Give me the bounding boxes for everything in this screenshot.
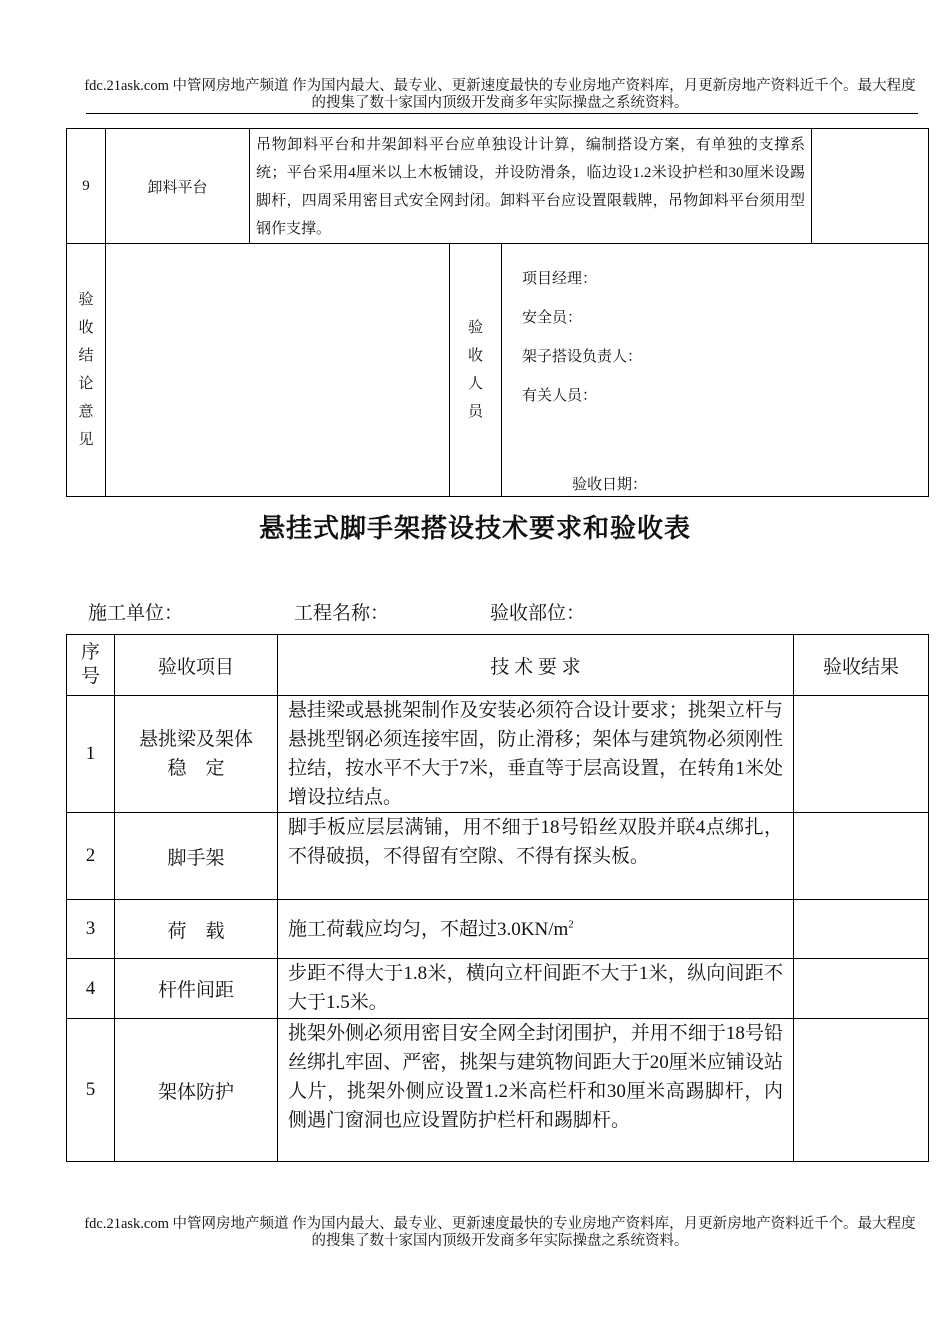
- conclusion-label: [67, 244, 106, 497]
- inspection-part-label: 验收部位：: [490, 603, 586, 624]
- header-note: fdc.21ask.com 中管网房地产频道 作为国内最大、最专业、更新速度最快的专业房地产资料库，月更新房地产资料近千个。最大程度的搜集了数十家国内顶级开发商多年实际操盘之系统资料。: [84, 78, 916, 111]
- row-requirement: 步距不得大于1.8米，横向立杆间距不大于1米，纵向间距不大于1.5米。: [278, 959, 794, 1019]
- scaffold-lead-label: 架子搭设负责人：: [522, 349, 643, 365]
- row-item: 杆件间距: [115, 959, 278, 1019]
- row-requirement: 挑架外侧必须用密目安全网全封闭围护，并用不细于18号铅丝绑扎牢固、严密，挑架与建筑物间距大于20厘米应铺设站人片，挑架外侧应设置1.2米高栏杆和30厘米高踢脚杆，内侧遇门窗洞也应设置防护栏杆和踢脚杆。: [278, 1019, 794, 1162]
- inspectors-label-char: 人: [467, 376, 483, 392]
- inspectors-label-char: 验: [467, 320, 483, 336]
- table-row: [67, 959, 929, 1019]
- header-rule: [86, 113, 918, 114]
- construction-unit-label: 施工单位：: [88, 603, 184, 624]
- header-result: 验收结果: [794, 635, 929, 696]
- row-result-cell[interactable]: [794, 1019, 929, 1162]
- requirement-text: 施工荷载应均匀，不超过3.0KN/m: [288, 918, 569, 940]
- table-row: [67, 1019, 929, 1162]
- table-row: [67, 129, 929, 244]
- table-row: [67, 813, 929, 900]
- superscript-exponent: 2: [568, 918, 574, 931]
- conclusion-label-char: 验: [78, 292, 94, 308]
- conclusion-label-char: 结: [78, 348, 94, 364]
- row-result-cell[interactable]: [794, 813, 929, 900]
- row-requirement: 吊物卸料平台和井架卸料平台应单独设计计算，编制搭设方案，有单独的支撑系统；平台采用4厘米以上木板铺设，并设防滑条，临边设1.2米设护栏和30厘米设踢脚杆，四周采用密目式安全网封闭。卸料平台应设置限载牌，吊物卸料平台须用型钢作支撑。: [250, 129, 812, 244]
- row-item-line: 悬挑梁及架体: [138, 729, 253, 750]
- page-title: 悬挂式脚手架搭设技术要求和验收表: [258, 514, 691, 544]
- header-item: 验收项目: [115, 635, 278, 696]
- safety-officer-label: 安全员：: [522, 310, 583, 326]
- top-section-table: [66, 128, 929, 497]
- row-item-line: 稳 定: [167, 758, 225, 779]
- footer-note: fdc.21ask.com 中管网房地产频道 作为国内最大、最专业、更新速度最快的专业房地产资料库，月更新房地产资料近千个。最大程度的搜集了数十家国内顶级开发商多年实际操盘之系统资料。: [84, 1216, 916, 1249]
- row-item: [115, 696, 278, 813]
- table-row: [67, 696, 929, 813]
- project-manager-label: 项目经理：: [522, 271, 598, 287]
- row-number: 5: [67, 1019, 115, 1162]
- table-row: [67, 900, 929, 959]
- row-requirement: 悬挂梁或悬挑架制作及安装必须符合设计要求；挑架立杆与悬挑型钢必须连接牢固，防止滑移；架体与建筑物必须刚性拉结，按水平不大于7米，垂直等于层高设置，在转角1米处增设拉结点。: [278, 696, 794, 813]
- row-item: 卸料平台: [106, 129, 250, 244]
- row-number: 1: [67, 696, 115, 813]
- row-result-cell[interactable]: [794, 959, 929, 1019]
- conclusion-label-char: 论: [78, 376, 94, 392]
- row-number: 3: [67, 900, 115, 959]
- table-header-row: [67, 635, 929, 696]
- row-result-cell[interactable]: [794, 696, 929, 813]
- conclusion-text-cell[interactable]: [106, 244, 450, 497]
- project-name-label: 工程名称：: [294, 603, 390, 624]
- row-result-cell[interactable]: [794, 900, 929, 959]
- header-requirement: 技 术 要 求: [278, 635, 794, 696]
- row-requirement: 脚手板应层层满铺，用不细于18号铅丝双股并联4点绑扎，不得破损，不得留有空隙、不得有探头板。: [278, 813, 794, 900]
- header-number: 序号: [67, 635, 115, 696]
- acceptance-table: [66, 634, 929, 1162]
- row-requirement: [278, 900, 794, 959]
- related-staff-label: 有关人员：: [522, 388, 598, 404]
- conclusion-label-char: 意: [78, 404, 94, 420]
- row-number: 2: [67, 813, 115, 900]
- inspectors-sign-cell: [502, 244, 929, 497]
- conclusion-label-char: 见: [78, 432, 94, 448]
- row-result-cell[interactable]: [812, 129, 929, 244]
- inspection-date-label: 验收日期：: [572, 477, 648, 493]
- row-item: 荷 载: [115, 900, 278, 959]
- row-item: 脚手架: [115, 813, 278, 900]
- inspectors-label: [450, 244, 502, 497]
- inspectors-label-char: 员: [467, 404, 483, 420]
- row-number: 9: [67, 129, 106, 244]
- conclusion-label-char: 收: [78, 320, 94, 336]
- signoff-row: [67, 244, 929, 497]
- inspectors-label-char: 收: [467, 348, 483, 364]
- row-number: 4: [67, 959, 115, 1019]
- row-item: 架体防护: [115, 1019, 278, 1162]
